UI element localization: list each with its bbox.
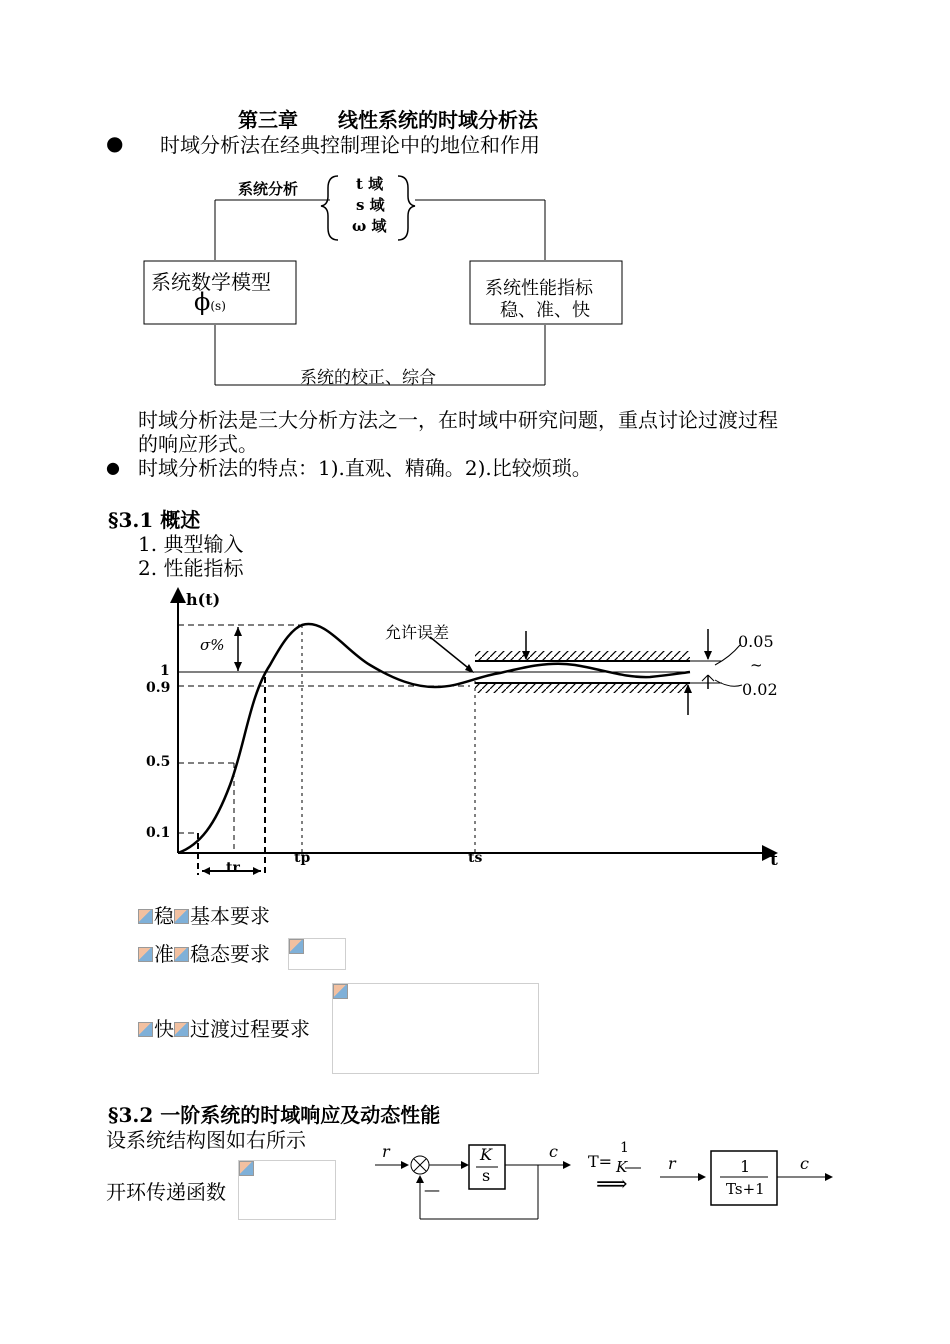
tolerance-label: 允许误差: [385, 623, 450, 642]
chapter-number: 第三章: [238, 108, 298, 132]
fraction-den: K: [616, 1158, 628, 1176]
model-label: 系统数学模型: [151, 270, 271, 294]
domain-s: s 域: [356, 196, 385, 214]
list-item: 2. 性能指标: [138, 556, 244, 580]
broken-image-icon: [174, 947, 189, 962]
section-text: 开环传递函数: [106, 1180, 226, 1204]
tr-label: tr: [226, 860, 240, 876]
block-s: s: [482, 1166, 491, 1185]
features-text: 时域分析法的特点：1).直观、精确。2).比较烦琐。: [138, 456, 592, 480]
step-response-chart: [130, 585, 800, 885]
broken-image-icon: [138, 1022, 153, 1037]
broken-image-icon: [174, 1022, 189, 1037]
paragraph-line-2: 的响应形式。: [138, 432, 258, 456]
broken-image-icon: [174, 909, 189, 924]
broken-image-icon: [138, 909, 153, 924]
domain-t: t 域: [356, 175, 384, 193]
ts-label: ts: [468, 850, 483, 866]
chapter-title: 线性系统的时域分析法: [338, 108, 538, 132]
tick-label: 0.1: [146, 825, 171, 841]
correction-label: 系统的校正、综合: [300, 368, 436, 388]
block-k: K: [480, 1145, 492, 1164]
tp-label: tp: [294, 850, 311, 866]
y-axis-label: h(t): [186, 590, 221, 609]
minus-sign: —: [424, 1180, 440, 1199]
indicator-label: 系统性能指标: [485, 278, 593, 299]
broken-image-icon: [138, 947, 153, 962]
bullet-icon: ●: [106, 458, 120, 477]
requirement-item: 准 稳态要求: [138, 942, 270, 966]
requirement-item: 快 过渡过程要求: [138, 1017, 310, 1041]
tolerance-002: 0.02: [742, 680, 778, 699]
broken-image-icon: [333, 984, 348, 999]
bullet-icon: ●: [106, 131, 124, 155]
section-heading: §3.2 一阶系统的时域响应及动态性能: [108, 1103, 441, 1127]
image-placeholder: [288, 938, 346, 970]
input-r: r: [382, 1142, 390, 1161]
paragraph-line-1: 时域分析法是三大分析方法之一，在时域中研究问题，重点讨论过渡过程: [138, 408, 778, 432]
tolerance-005: 0.05: [738, 632, 774, 651]
output-c: c: [549, 1142, 558, 1161]
bullet-text: 时域分析法在经典控制理论中的地位和作用: [160, 133, 540, 157]
phi-symbol: ϕ(s): [194, 288, 226, 316]
tick-label: 0.9: [146, 680, 171, 696]
list-item: 1. 典型输入: [138, 532, 244, 556]
t-equals: T=: [588, 1152, 613, 1171]
section-text: 设系统结构图如右所示: [106, 1128, 306, 1152]
broken-image-icon: [289, 939, 304, 954]
tilde: ~: [750, 656, 763, 674]
right-brace: [398, 176, 415, 240]
x-axis-label: t: [770, 850, 778, 870]
left-brace: [321, 176, 338, 240]
requirement-item: 稳 基本要求: [138, 904, 270, 928]
indicator-values: 稳、准、快: [500, 300, 590, 321]
tick-label: 1: [160, 663, 170, 679]
fraction-num: 1: [620, 1140, 629, 1156]
tick-label: 0.5: [146, 754, 171, 770]
image-placeholder: [332, 983, 539, 1074]
analysis-label: 系统分析: [238, 180, 299, 198]
broken-image-icon: [239, 1161, 254, 1176]
image-placeholder: [238, 1160, 336, 1220]
section-heading: §3.1 概述: [108, 508, 201, 532]
overshoot-label: σ%: [200, 636, 225, 654]
tf-den: Ts+1: [726, 1180, 765, 1198]
tf-num: 1: [740, 1157, 751, 1176]
implies-arrow: ⟹: [596, 1172, 628, 1197]
input-r2: r: [668, 1154, 676, 1173]
domain-omega: ω 域: [352, 217, 387, 235]
output-c2: c: [800, 1154, 809, 1173]
